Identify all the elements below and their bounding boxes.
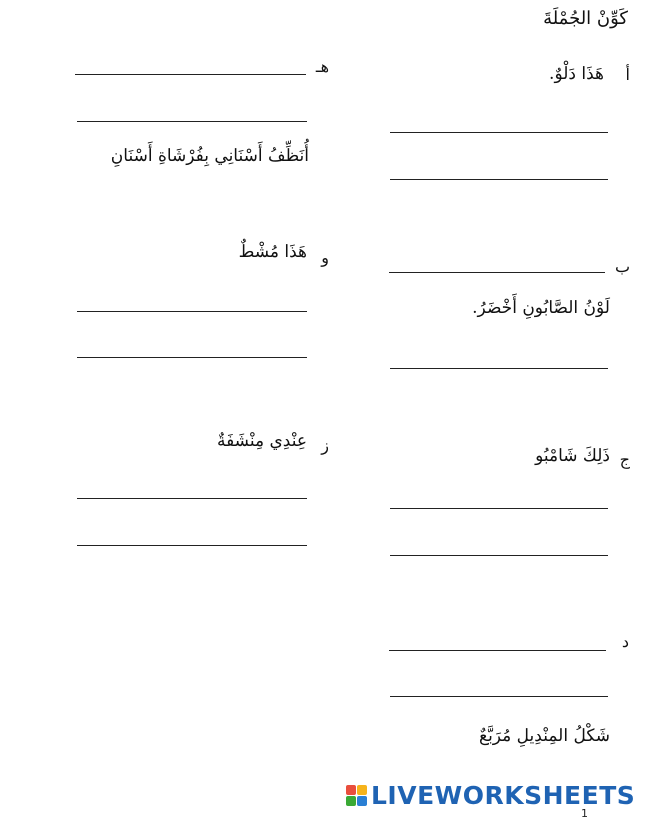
item-letter-e: هـ xyxy=(315,57,329,76)
item-sentence-f: هَذَا مُشْطٌ xyxy=(238,242,307,262)
answer-line-b-2[interactable] xyxy=(390,368,608,369)
item-sentence-g: عِنْدِي مِنْشَفَةٌ xyxy=(216,431,307,451)
logo-mark-icon xyxy=(346,785,367,806)
answer-line-c-2[interactable] xyxy=(390,555,608,556)
answer-line-f-1[interactable] xyxy=(77,311,307,312)
answer-line-f-2[interactable] xyxy=(77,357,307,358)
item-letter-g: ز xyxy=(321,436,329,455)
item-letter-c: ج xyxy=(619,450,630,469)
liveworksheets-logo xyxy=(346,780,635,810)
item-sentence-e: أُنَظِّفُ أَسْنَانِي بِفُرْشَاةِ أَسْنَانِ xyxy=(110,146,309,166)
answer-line-d-1[interactable] xyxy=(389,650,606,651)
page-number: 1 xyxy=(581,807,588,820)
answer-line-a-2[interactable] xyxy=(390,179,608,180)
item-sentence-a: هَذَا دَلْوٌ. xyxy=(549,64,604,84)
answer-line-c-1[interactable] xyxy=(390,508,608,509)
item-letter-b: ب xyxy=(614,257,630,276)
answer-line-g-2[interactable] xyxy=(77,545,307,546)
item-sentence-c: ذَلِكَ شَامْبُو xyxy=(535,446,610,466)
item-sentence-d: شَكْلُ المِنْدِيلِ مُرَبَّعٌ xyxy=(479,726,610,746)
item-letter-f: و xyxy=(321,248,329,267)
item-letter-a: أ xyxy=(625,65,630,84)
answer-line-b-1[interactable] xyxy=(389,272,605,273)
logo-text: LIVEWORKSHEETS xyxy=(371,780,636,810)
page-title: كَوِّنْ الجُمْلَةَ xyxy=(543,8,628,29)
answer-line-g-1[interactable] xyxy=(77,498,307,499)
item-sentence-b: لَوْنُ الصَّابُونِ أَخْضَرُ. xyxy=(472,298,610,318)
answer-line-d-2[interactable] xyxy=(390,696,608,697)
answer-line-e-1[interactable] xyxy=(75,74,306,75)
answer-line-a-1[interactable] xyxy=(390,132,608,133)
item-letter-d: د xyxy=(621,632,629,651)
answer-line-e-2[interactable] xyxy=(77,121,307,122)
